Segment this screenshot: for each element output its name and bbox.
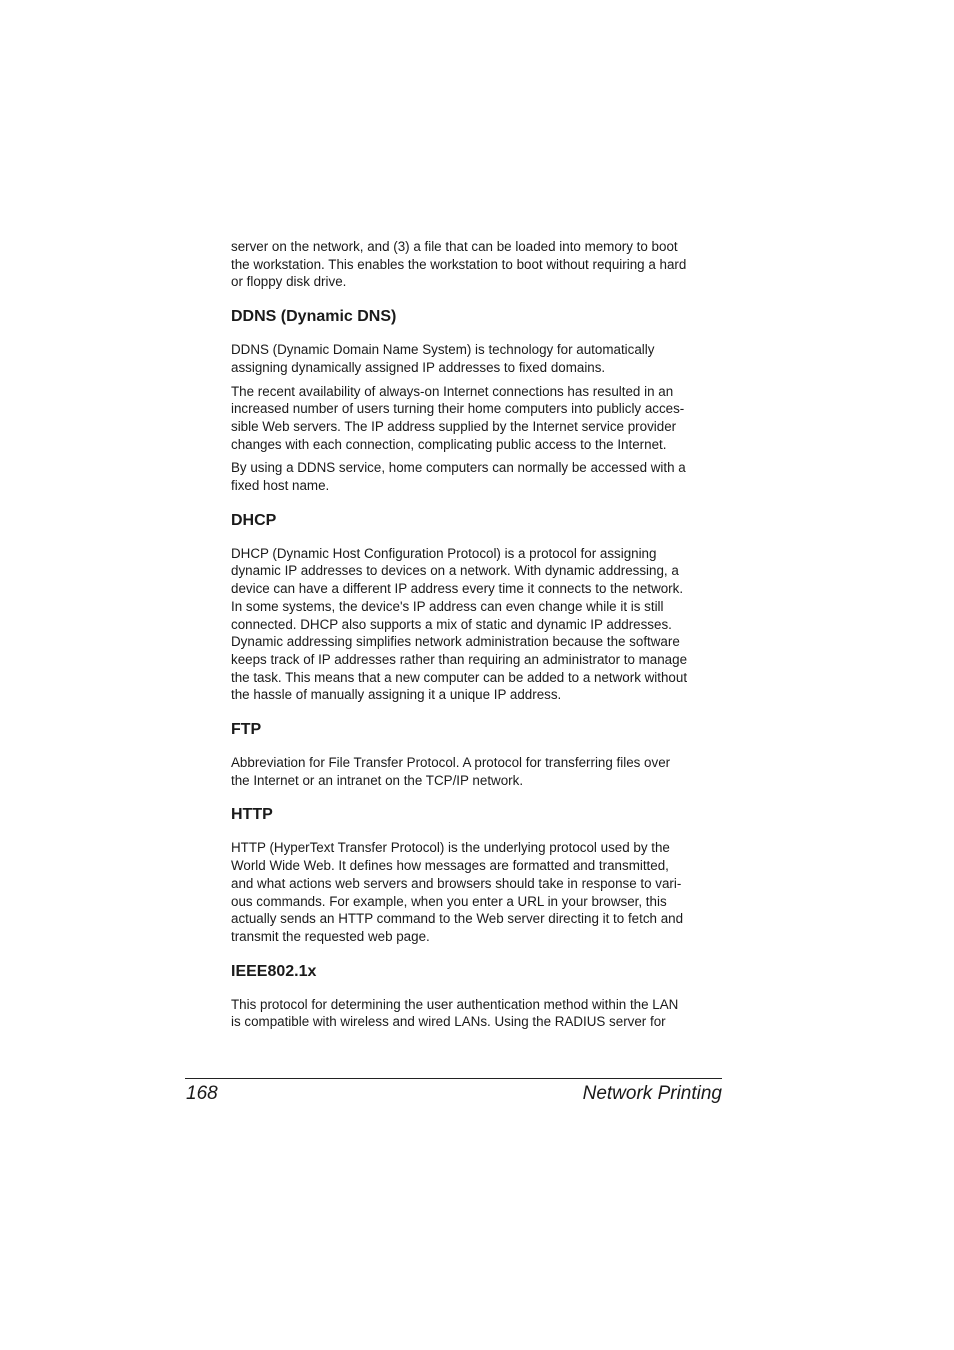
section-paragraph: By using a DDNS service, home computers can normally be accessed with a fixed host name.: [231, 460, 686, 494]
section-heading: DDNS (Dynamic DNS): [231, 308, 397, 326]
section-dhcp: [231, 511, 723, 704]
section-heading: DHCP: [231, 511, 277, 529]
section-heading: FTP: [231, 721, 262, 739]
section-heading: IEEE802.1x: [231, 962, 317, 980]
page-body: [231, 238, 723, 1031]
section-http: [231, 805, 723, 945]
section-paragraph: Abbreviation for File Transfer Protocol. A protocol for transferring files over the Internet or an intranet on the TCP/IP network.: [231, 755, 671, 788]
intro-paragraph: server on the network, and (3) a file that can be loaded into memory to boot the workstation. This enables the workstation to boot without requiring a hard or floppy disk drive.: [231, 239, 687, 290]
page-number: 168: [186, 1083, 218, 1104]
section-paragraph: This protocol for determining the user authentication method within the LAN is compatible with wireless and wired LANs. Using the RADIUS server for: [231, 996, 679, 1030]
section-paragraph: DDNS (Dynamic Domain Name System) is technology for automatically assigning dynamically assigned IP addresses to fixed domains.: [231, 342, 655, 375]
section-ddns: [231, 307, 723, 495]
section-heading: HTTP: [231, 806, 273, 824]
section-ftp: [231, 720, 723, 789]
section-paragraph: HTTP (HyperText Transfer Protocol) is the underlying protocol used by the World Wide Web. It defines how messages are formatted and transmitted, and what actions web servers and browsers should take in response to vari- ous commands. For example, when you enter a URL in your browser, this actually sends an HTTP command to the Web server directing it to fetch and transmit the requested web page.: [231, 840, 684, 944]
section-paragraph: DHCP (Dynamic Host Configuration Protocol) is a protocol for assigning dynamic IP addresses to devices on a network. With dynamic addressing, a device can have a different IP address every time it connects to the network. In some systems, the device's IP address can even change while it is still connected. DHCP also supports a mix of static and dynamic IP addresses. Dynamic addressing simplifies network administration because the software keeps track of IP addresses rather than requiring an administrator to manage the task. This means that a new computer can be added to a network without the hassle of manually assigning it a unique IP address.: [231, 545, 688, 703]
section-ieee8021x: [231, 962, 723, 1031]
section-paragraph: The recent availability of always-on Internet connections has resulted in an increased number of users turning their home computers into publicly acces- sible Web servers. The IP address supplied by the Internet service provider changes with each connection, complicating public access to the Internet.: [231, 383, 685, 452]
footer-divider: [185, 1078, 722, 1079]
chapter-title: Network Printing: [582, 1083, 722, 1104]
